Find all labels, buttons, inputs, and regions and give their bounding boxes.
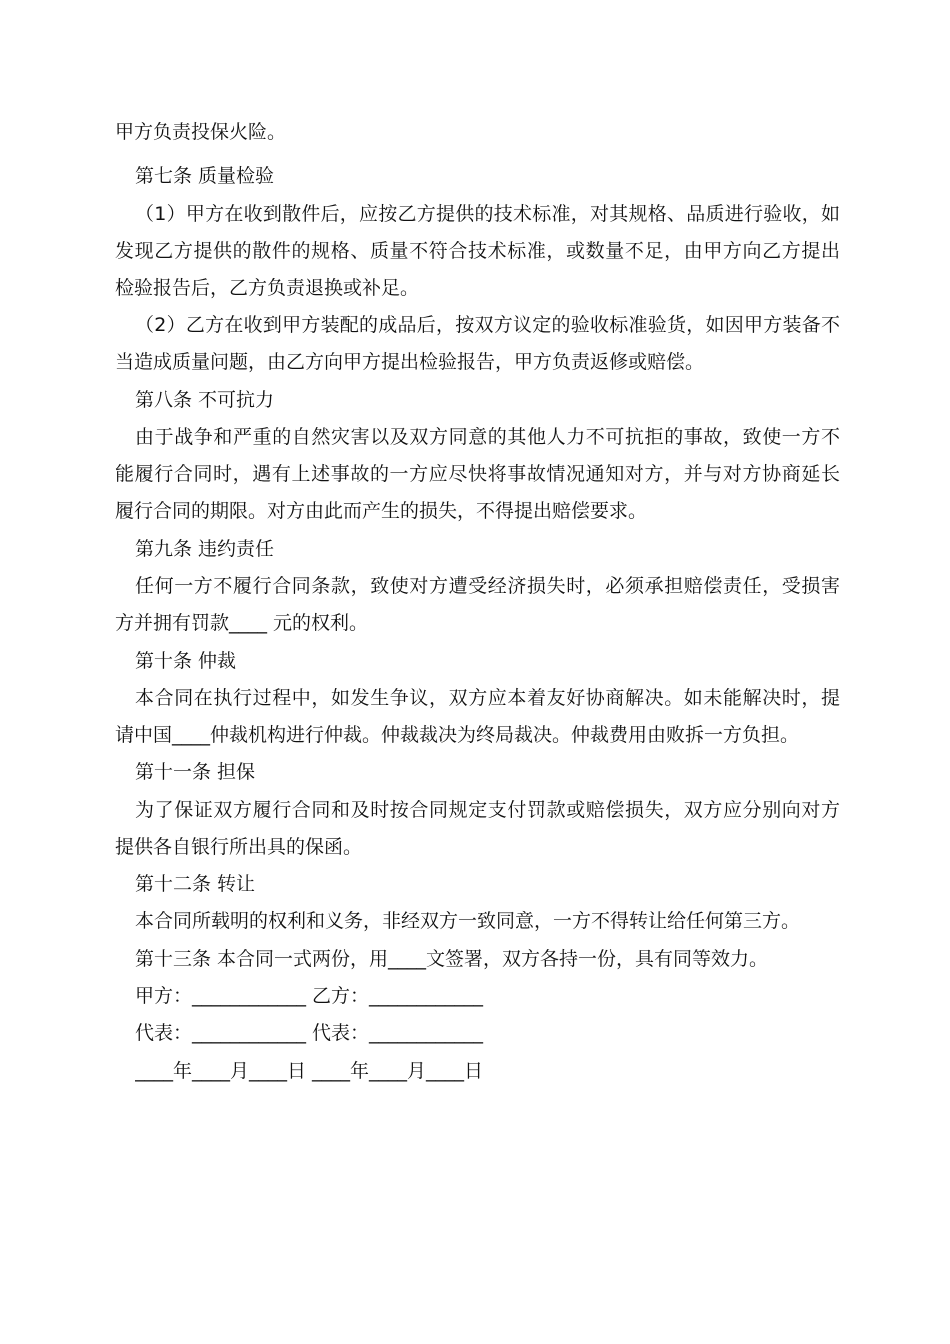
- text-line: 当造成质量问题，由乙方向甲方提出检验报告，甲方负责返修或赔偿。: [115, 351, 705, 373]
- section-heading-11: 第十一条 担保: [135, 761, 256, 783]
- text-line: （1）甲方在收到散件后，应按乙方提供的技术标准，对其规格、品质进行验收，如: [135, 203, 840, 225]
- section-heading-10: 第十条 仲裁: [135, 650, 237, 672]
- signature-party-line: 甲方：____________ 乙方：____________: [135, 985, 484, 1007]
- section-heading-9: 第九条 违约责任: [135, 538, 275, 560]
- text-line: 任何一方不履行合同条款，致使对方遭受经济损失时，必须承担赔偿责任，受损害: [135, 575, 840, 597]
- signature-date-line: ____年____月____日 ____年____月____日: [135, 1060, 484, 1082]
- text-line: 本合同在执行过程中，如发生争议，双方应本着友好协商解决。如未能解决时，提: [135, 687, 840, 709]
- section-heading-7: 第七条 质量检验: [135, 165, 275, 187]
- text-line: 甲方负责投保火险。: [115, 121, 287, 143]
- text-line: 请中国____仲裁机构进行仲裁。仲裁裁决为终局裁决。仲裁费用由败拆一方负担。: [115, 724, 800, 746]
- signature-representative-line: 代表：____________ 代表：____________: [135, 1022, 484, 1044]
- section-heading-8: 第八条 不可抗力: [135, 389, 275, 411]
- text-line: 检验报告后，乙方负责退换或补足。: [115, 277, 420, 299]
- text-line: 履行合同的期限。对方由此而产生的损失，不得提出赔偿要求。: [115, 500, 648, 522]
- text-line: 提供各自银行所出具的保函。: [115, 836, 363, 858]
- text-line: 能履行合同时，遇有上述事故的一方应尽快将事故情况通知对方，并与对方协商延长: [115, 463, 840, 485]
- text-line: 由于战争和严重的自然灾害以及双方同意的其他人力不可抗拒的事故，致使一方不: [135, 426, 840, 448]
- text-line: 本合同所载明的权利和义务，非经双方一致同意，一方不得转让给任何第三方。: [135, 910, 801, 932]
- section-heading-12: 第十二条 转让: [135, 873, 256, 895]
- text-line: 为了保证双方履行合同和及时按合同规定支付罚款或赔偿损失，双方应分别向对方: [135, 799, 840, 821]
- section-heading-13: 第十三条 本合同一式两份，用____文签署，双方各持一份，具有同等效力。: [135, 948, 769, 970]
- text-line: 发现乙方提供的散件的规格、质量不符合技术标准，或数量不足，由甲方向乙方提出: [115, 240, 840, 262]
- text-line: 方并拥有罚款____ 元的权利。: [115, 612, 369, 634]
- text-line: （2）乙方在收到甲方装配的成品后，按双方议定的验收标准验货，如因甲方装备不: [135, 314, 840, 336]
